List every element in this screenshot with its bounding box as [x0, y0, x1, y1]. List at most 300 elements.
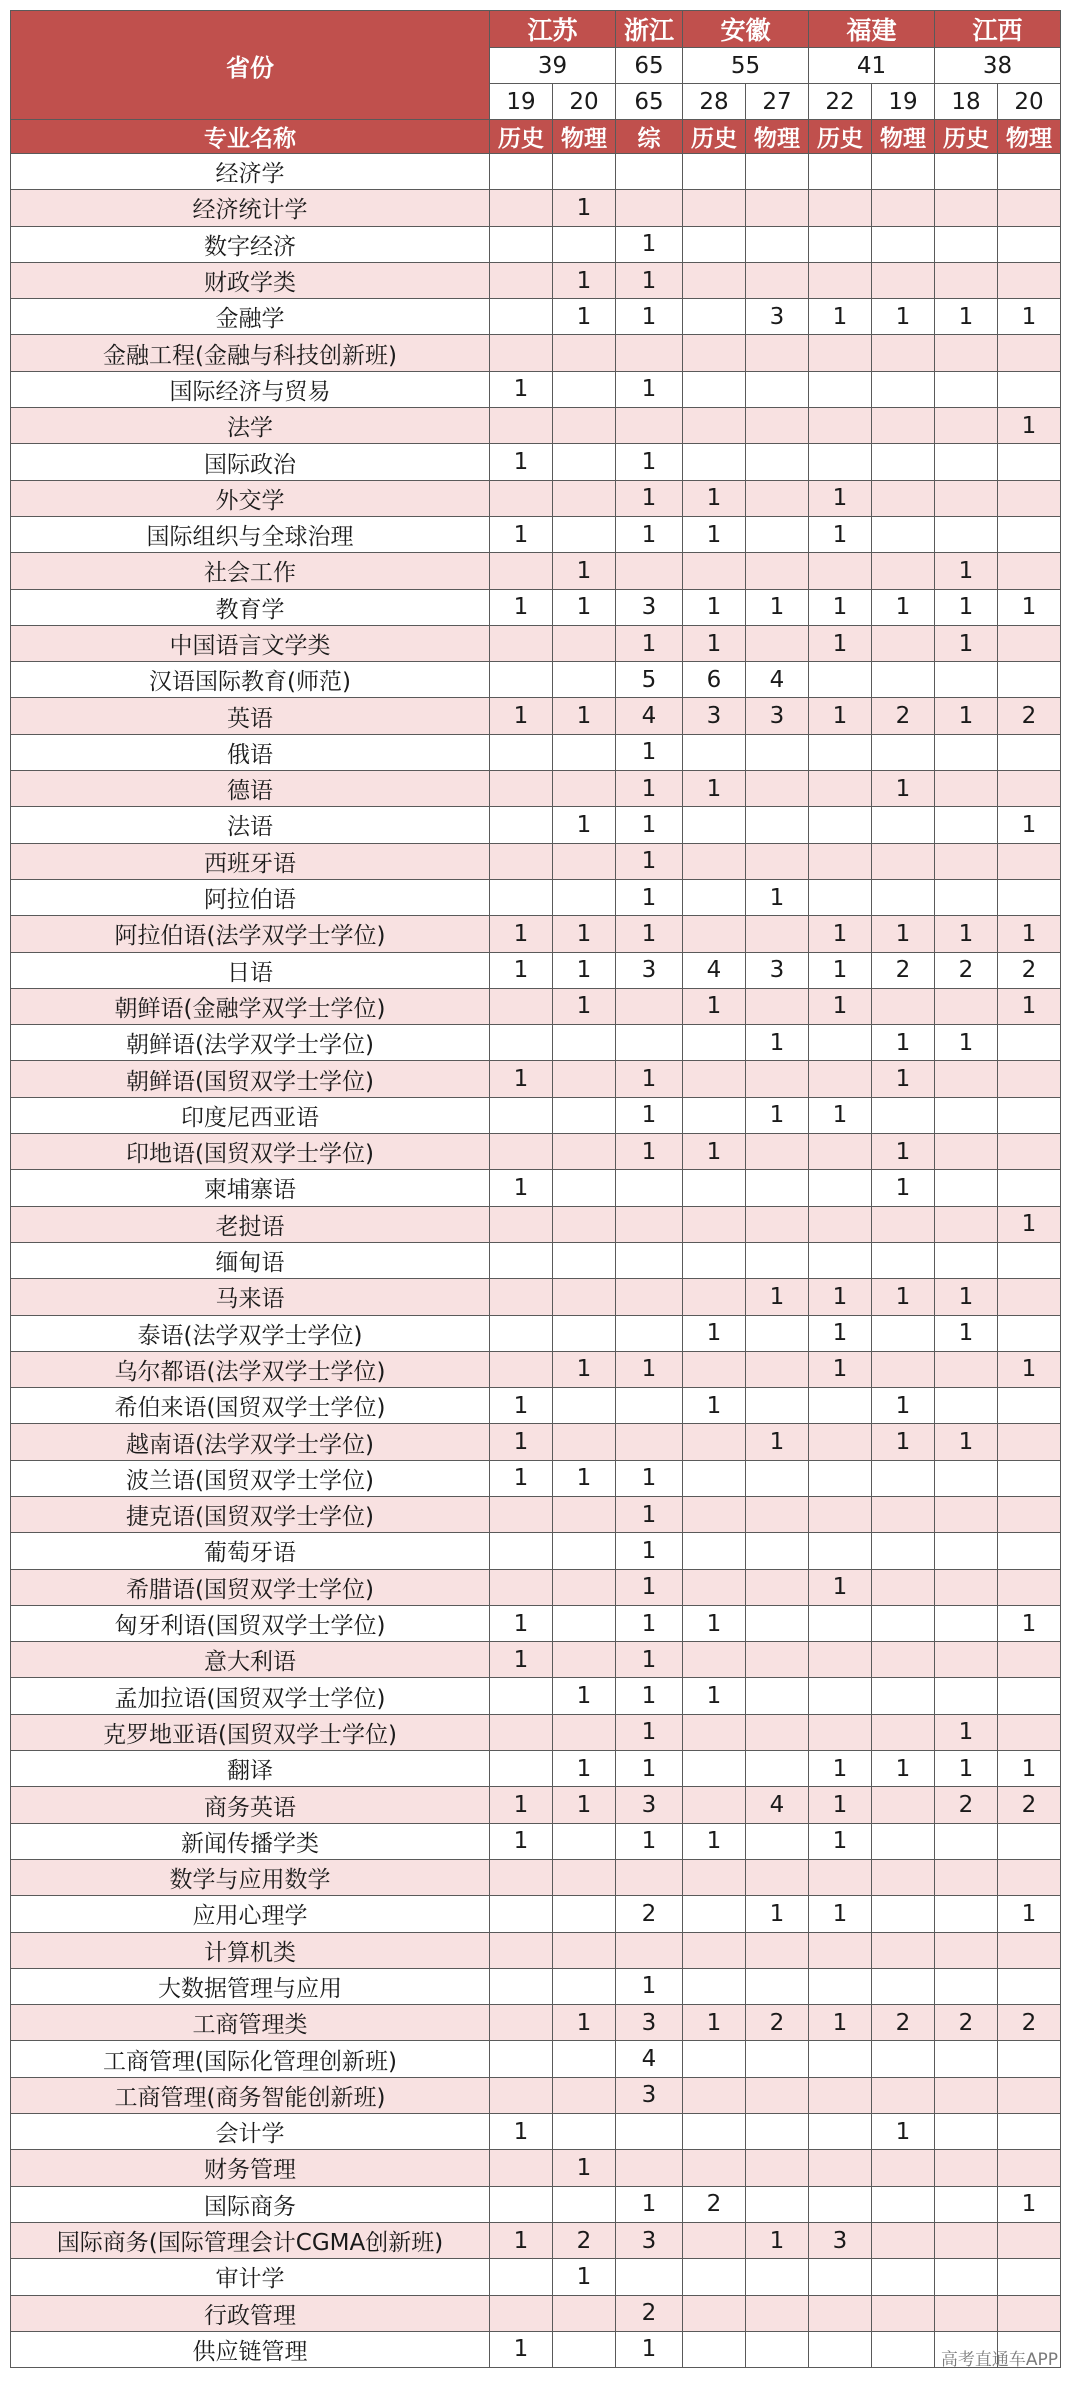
quota-cell: [872, 408, 935, 444]
quota-cell: [935, 2295, 998, 2331]
quota-cell: [746, 1460, 809, 1496]
quota-cell: [809, 335, 872, 371]
quota-cell: [683, 154, 746, 190]
quota-cell: [616, 1170, 683, 1206]
quota-cell: [746, 1714, 809, 1750]
major-name-cell: 经济学: [11, 154, 490, 190]
quota-cell: [490, 408, 553, 444]
quota-cell: [683, 1968, 746, 2004]
quota-cell: [935, 335, 998, 371]
major-name-cell: 行政管理: [11, 2295, 490, 2331]
quota-cell: [553, 2114, 616, 2150]
quota-cell: 1: [935, 553, 998, 589]
major-name-cell: 审计学: [11, 2259, 490, 2295]
quota-cell: [490, 2041, 553, 2077]
major-name-cell: 供应链管理: [11, 2331, 490, 2367]
major-name-cell: 国际组织与全球治理: [11, 516, 490, 552]
quota-cell: 4: [616, 698, 683, 734]
quota-cell: 1: [935, 916, 998, 952]
quota-cell: 1: [872, 1388, 935, 1424]
major-name-cell: 朝鲜语(国贸双学士学位): [11, 1061, 490, 1097]
quota-cell: [490, 771, 553, 807]
quota-cell: 1: [872, 1025, 935, 1061]
major-name-cell: 泰语(法学双学士学位): [11, 1315, 490, 1351]
quota-cell: [935, 1496, 998, 1532]
quota-cell: [746, 2114, 809, 2150]
quota-cell: [616, 2150, 683, 2186]
table-row: [11, 2005, 1061, 2041]
quota-cell: 2: [998, 698, 1061, 734]
quota-cell: 1: [553, 807, 616, 843]
major-name-cell: 国际经济与贸易: [11, 371, 490, 407]
quota-cell: [935, 1533, 998, 1569]
quota-cell: [490, 1751, 553, 1787]
table-row: [11, 371, 1061, 407]
quota-cell: 1: [809, 299, 872, 335]
quota-cell: [683, 1859, 746, 1895]
quota-cell: 1: [490, 1170, 553, 1206]
quota-cell: [490, 1678, 553, 1714]
quota-cell: 1: [809, 916, 872, 952]
quota-cell: [683, 371, 746, 407]
major-name-cell: 马来语: [11, 1279, 490, 1315]
major-name-cell: 法学: [11, 408, 490, 444]
quota-cell: 4: [616, 2041, 683, 2077]
quota-cell: [935, 2259, 998, 2295]
quota-cell: [935, 1968, 998, 2004]
table-row: [11, 662, 1061, 698]
table-row: [11, 1859, 1061, 1895]
quota-cell: [553, 516, 616, 552]
table-row: [11, 553, 1061, 589]
quota-cell: [553, 444, 616, 480]
quota-cell: [490, 1932, 553, 1968]
subject-type-header: 历史: [809, 120, 872, 154]
quota-cell: 1: [683, 771, 746, 807]
quota-cell: [746, 771, 809, 807]
quota-cell: 3: [616, 1787, 683, 1823]
quota-cell: [872, 371, 935, 407]
quota-cell: [935, 2150, 998, 2186]
province-name: 福建: [809, 11, 935, 48]
quota-cell: 1: [553, 1787, 616, 1823]
major-name-cell: 新闻传播学类: [11, 1823, 490, 1859]
quota-cell: 2: [872, 952, 935, 988]
major-name-cell: 财务管理: [11, 2150, 490, 2186]
quota-cell: [683, 1460, 746, 1496]
quota-cell: [998, 1714, 1061, 1750]
quota-cell: [935, 1242, 998, 1278]
table-row: [11, 1351, 1061, 1387]
subject-quota: 27: [746, 84, 809, 120]
quota-cell: 4: [683, 952, 746, 988]
quota-cell: [998, 1388, 1061, 1424]
quota-cell: [935, 1569, 998, 1605]
quota-cell: 2: [998, 1787, 1061, 1823]
major-name-cell: 印度尼西亚语: [11, 1097, 490, 1133]
quota-cell: [746, 1823, 809, 1859]
quota-cell: [935, 843, 998, 879]
quota-cell: [935, 2222, 998, 2258]
quota-cell: 1: [616, 1678, 683, 1714]
quota-cell: [872, 1823, 935, 1859]
quota-cell: [746, 262, 809, 298]
quota-cell: [490, 154, 553, 190]
major-name-cell: 汉语国际教育(师范): [11, 662, 490, 698]
major-name-cell: 英语: [11, 698, 490, 734]
quota-cell: [872, 1097, 935, 1133]
quota-cell: 1: [872, 589, 935, 625]
quota-cell: [872, 262, 935, 298]
major-name-cell: 德语: [11, 771, 490, 807]
quota-cell: [683, 2259, 746, 2295]
quota-cell: 1: [616, 480, 683, 516]
table-row: [11, 1097, 1061, 1133]
quota-cell: [746, 1859, 809, 1895]
quota-cell: [746, 988, 809, 1024]
quota-cell: [683, 1206, 746, 1242]
quota-cell: [935, 2077, 998, 2113]
quota-cell: 1: [746, 1279, 809, 1315]
quota-cell: [490, 662, 553, 698]
quota-cell: 1: [616, 771, 683, 807]
quota-cell: [998, 879, 1061, 915]
quota-cell: [553, 1496, 616, 1532]
quota-cell: [553, 408, 616, 444]
quota-cell: 1: [746, 1097, 809, 1133]
quota-cell: [998, 1242, 1061, 1278]
quota-cell: 1: [616, 1751, 683, 1787]
quota-cell: [490, 2077, 553, 2113]
table-row: [11, 2295, 1061, 2331]
quota-cell: [809, 408, 872, 444]
quota-cell: 2: [998, 952, 1061, 988]
quota-cell: 1: [809, 2005, 872, 2041]
quota-cell: [746, 1315, 809, 1351]
quota-cell: 1: [809, 589, 872, 625]
quota-cell: [935, 480, 998, 516]
quota-cell: [872, 1533, 935, 1569]
quota-cell: 6: [683, 662, 746, 698]
major-name-cell: 应用心理学: [11, 1896, 490, 1932]
table-row: [11, 698, 1061, 734]
quota-cell: 1: [553, 1678, 616, 1714]
table-row: [11, 1061, 1061, 1097]
quota-cell: [935, 226, 998, 262]
quota-cell: [998, 1061, 1061, 1097]
quota-cell: [998, 2222, 1061, 2258]
quota-cell: [683, 190, 746, 226]
subject-type-header: 物理: [998, 120, 1061, 154]
quota-cell: 1: [809, 625, 872, 661]
table-row: [11, 1968, 1061, 2004]
quota-cell: 1: [616, 1569, 683, 1605]
table-row: [11, 988, 1061, 1024]
quota-cell: [935, 879, 998, 915]
province-total: 65: [616, 48, 683, 84]
quota-cell: [490, 988, 553, 1024]
quota-cell: [553, 1569, 616, 1605]
quota-cell: [553, 771, 616, 807]
quota-cell: 1: [872, 1279, 935, 1315]
quota-cell: [616, 1025, 683, 1061]
table-row: [11, 2041, 1061, 2077]
quota-cell: [998, 553, 1061, 589]
quota-cell: 1: [683, 589, 746, 625]
quota-cell: [553, 1134, 616, 1170]
quota-cell: [683, 226, 746, 262]
quota-cell: 1: [998, 1896, 1061, 1932]
table-row: [11, 408, 1061, 444]
table-row: [11, 1206, 1061, 1242]
quota-cell: [746, 1932, 809, 1968]
quota-cell: 1: [553, 952, 616, 988]
quota-cell: [809, 444, 872, 480]
quota-cell: 1: [490, 1605, 553, 1641]
quota-cell: [746, 1605, 809, 1641]
quota-cell: [935, 1206, 998, 1242]
quota-cell: [935, 1134, 998, 1170]
quota-cell: [935, 988, 998, 1024]
enrollment-table-wrapper: [10, 10, 1061, 2368]
quota-cell: [683, 1025, 746, 1061]
quota-cell: 2: [616, 2295, 683, 2331]
quota-cell: [872, 1859, 935, 1895]
quota-cell: 1: [872, 1424, 935, 1460]
table-row: [11, 262, 1061, 298]
quota-cell: [683, 1061, 746, 1097]
quota-cell: [746, 1134, 809, 1170]
quota-cell: [490, 1896, 553, 1932]
quota-cell: [809, 190, 872, 226]
quota-cell: [490, 2186, 553, 2222]
quota-cell: [683, 916, 746, 952]
quota-cell: 1: [872, 1061, 935, 1097]
quota-cell: 1: [683, 1315, 746, 1351]
quota-cell: [490, 1206, 553, 1242]
table-row: [11, 226, 1061, 262]
quota-cell: [746, 1569, 809, 1605]
quota-cell: [746, 154, 809, 190]
quota-cell: [553, 2295, 616, 2331]
quota-cell: 3: [746, 299, 809, 335]
quota-cell: 2: [746, 2005, 809, 2041]
quota-cell: [998, 1279, 1061, 1315]
quota-cell: [490, 1569, 553, 1605]
subject-quota: 20: [998, 84, 1061, 120]
quota-cell: 1: [998, 408, 1061, 444]
quota-cell: [998, 1823, 1061, 1859]
quota-cell: 1: [616, 1460, 683, 1496]
subject-type-header: 综: [616, 120, 683, 154]
quota-cell: [809, 553, 872, 589]
quota-cell: 1: [553, 1751, 616, 1787]
quota-cell: [809, 1170, 872, 1206]
quota-cell: 2: [935, 2005, 998, 2041]
quota-cell: [490, 625, 553, 661]
quota-cell: 1: [616, 1533, 683, 1569]
major-name-cell: 俄语: [11, 734, 490, 770]
quota-cell: [872, 662, 935, 698]
quota-cell: [683, 2331, 746, 2367]
quota-cell: 1: [683, 625, 746, 661]
quota-cell: 1: [872, 1170, 935, 1206]
major-name-cell: 捷克语(国贸双学士学位): [11, 1496, 490, 1532]
quota-cell: 1: [616, 916, 683, 952]
quota-cell: [683, 1533, 746, 1569]
table-row: [11, 444, 1061, 480]
quota-cell: 1: [553, 2259, 616, 2295]
major-name-cell: 老挝语: [11, 1206, 490, 1242]
major-name-cell: 数字经济: [11, 226, 490, 262]
quota-cell: 1: [872, 1751, 935, 1787]
quota-cell: 1: [809, 1787, 872, 1823]
quota-cell: [616, 1388, 683, 1424]
quota-cell: [490, 1859, 553, 1895]
quota-cell: [998, 1642, 1061, 1678]
quota-cell: 3: [616, 589, 683, 625]
quota-cell: [746, 190, 809, 226]
quota-cell: 2: [872, 2005, 935, 2041]
quota-cell: [746, 843, 809, 879]
quota-cell: [553, 371, 616, 407]
quota-cell: [998, 335, 1061, 371]
table-row: [11, 625, 1061, 661]
table-row: [11, 1496, 1061, 1532]
quota-cell: 1: [746, 2222, 809, 2258]
quota-cell: [490, 226, 553, 262]
major-name-cell: 外交学: [11, 480, 490, 516]
quota-cell: [746, 2295, 809, 2331]
quota-cell: 1: [616, 2186, 683, 2222]
quota-cell: 1: [553, 2005, 616, 2041]
quota-cell: [935, 154, 998, 190]
quota-cell: 1: [490, 1460, 553, 1496]
quota-cell: 1: [490, 1061, 553, 1097]
quota-cell: [553, 1206, 616, 1242]
table-row: [11, 2186, 1061, 2222]
quota-cell: 1: [809, 516, 872, 552]
quota-cell: [998, 480, 1061, 516]
subject-type-header: 历史: [935, 120, 998, 154]
quota-cell: [998, 1859, 1061, 1895]
quota-cell: [809, 1388, 872, 1424]
quota-cell: [553, 734, 616, 770]
quota-cell: [746, 625, 809, 661]
quota-cell: 1: [683, 1678, 746, 1714]
quota-cell: 1: [809, 1279, 872, 1315]
subject-quota: 65: [616, 84, 683, 120]
quota-cell: [872, 1787, 935, 1823]
quota-cell: [998, 1569, 1061, 1605]
quota-cell: [490, 2259, 553, 2295]
quota-cell: [553, 154, 616, 190]
quota-cell: [998, 2259, 1061, 2295]
quota-cell: [872, 1242, 935, 1278]
quota-cell: [809, 1605, 872, 1641]
subject-type-header: 物理: [872, 120, 935, 154]
quota-cell: 2: [998, 2005, 1061, 2041]
table-row: [11, 1896, 1061, 1932]
quota-cell: [746, 1642, 809, 1678]
subject-quota: 19: [872, 84, 935, 120]
quota-cell: [683, 299, 746, 335]
quota-cell: [683, 843, 746, 879]
table-row: [11, 2077, 1061, 2113]
quota-cell: [616, 408, 683, 444]
quota-cell: [746, 1678, 809, 1714]
quota-cell: [683, 1751, 746, 1787]
table-row: [11, 1460, 1061, 1496]
quota-cell: [553, 1859, 616, 1895]
quota-cell: [746, 1351, 809, 1387]
quota-cell: 1: [935, 299, 998, 335]
quota-cell: [872, 1605, 935, 1641]
quota-cell: 1: [553, 988, 616, 1024]
quota-cell: [553, 843, 616, 879]
quota-cell: [872, 1496, 935, 1532]
province-total: 41: [809, 48, 935, 84]
quota-cell: [683, 1932, 746, 1968]
quota-cell: 2: [935, 952, 998, 988]
quota-cell: 1: [683, 2005, 746, 2041]
quota-cell: 1: [746, 1424, 809, 1460]
quota-cell: 1: [490, 589, 553, 625]
major-name-cell: 工商管理(国际化管理创新班): [11, 2041, 490, 2077]
major-name-cell: 西班牙语: [11, 843, 490, 879]
quota-cell: 1: [872, 1134, 935, 1170]
province-total: 55: [683, 48, 809, 84]
quota-cell: [872, 553, 935, 589]
quota-cell: [746, 1496, 809, 1532]
quota-cell: [809, 154, 872, 190]
quota-cell: [553, 1388, 616, 1424]
quota-cell: 1: [616, 734, 683, 770]
quota-cell: [616, 1206, 683, 1242]
quota-cell: [746, 1242, 809, 1278]
quota-cell: [998, 371, 1061, 407]
quota-cell: [809, 1932, 872, 1968]
quota-cell: [872, 1351, 935, 1387]
quota-cell: [490, 1025, 553, 1061]
table-header: [11, 11, 1061, 154]
quota-cell: 1: [490, 1787, 553, 1823]
quota-cell: [872, 1968, 935, 2004]
major-name-cell: 乌尔都语(法学双学士学位): [11, 1351, 490, 1387]
quota-cell: [746, 734, 809, 770]
quota-cell: [490, 2295, 553, 2331]
table-row: [11, 1642, 1061, 1678]
quota-cell: [553, 1097, 616, 1133]
quota-cell: [683, 1496, 746, 1532]
quota-cell: [998, 154, 1061, 190]
quota-cell: [809, 2041, 872, 2077]
major-name-cell: 阿拉伯语: [11, 879, 490, 915]
quota-cell: [935, 2114, 998, 2150]
quota-cell: [872, 516, 935, 552]
quota-cell: 1: [809, 698, 872, 734]
quota-cell: [553, 2041, 616, 2077]
major-name-cell: 大数据管理与应用: [11, 1968, 490, 2004]
quota-cell: 1: [553, 589, 616, 625]
subject-quota: 22: [809, 84, 872, 120]
quota-cell: 1: [616, 1714, 683, 1750]
quota-cell: [616, 2259, 683, 2295]
quota-cell: 1: [616, 1823, 683, 1859]
quota-cell: 5: [616, 662, 683, 698]
quota-cell: 1: [935, 1279, 998, 1315]
quota-cell: [809, 1061, 872, 1097]
